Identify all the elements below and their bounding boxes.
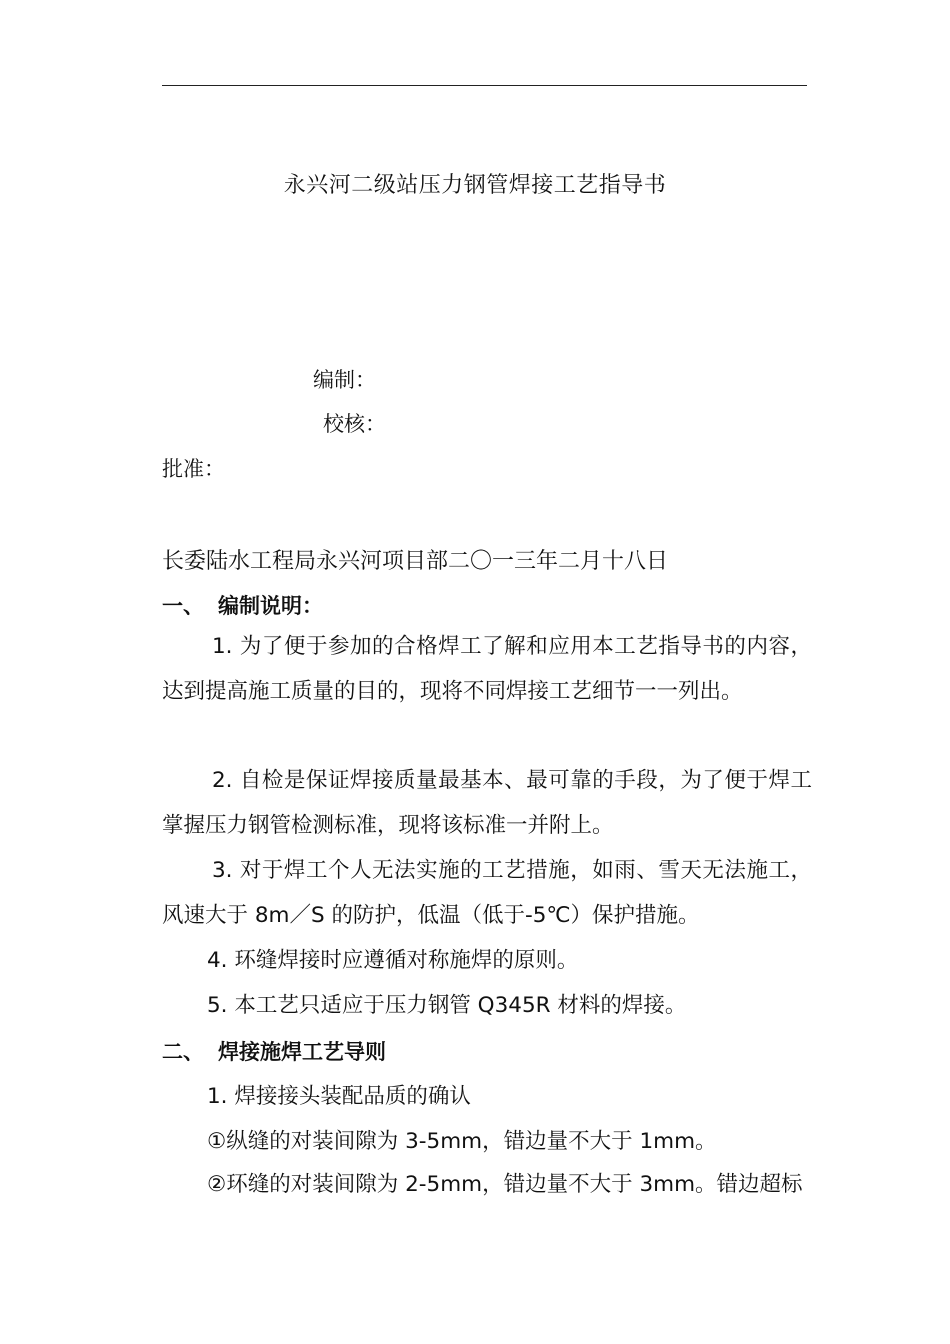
paragraph-item-5: 5. 本工艺只适应于压力钢管 Q345R 材料的焊接。 <box>207 993 687 1018</box>
sub-item-longitudinal-seam: ①纵缝的对装间隙为 3-5mm，错边量不大于 1mm。 <box>207 1129 717 1154</box>
paragraph-item-3: 3. 对于焊工个人无法实施的工艺措施，如雨、雪天无法施工，风速大于 8m／S 的防护，低温（低于-5℃）保护措施。 <box>162 858 812 928</box>
paragraph-item-4: 4. 环缝焊接时应遵循对称施焊的原则。 <box>207 948 579 973</box>
section-2-heading <box>162 1036 386 1066</box>
section-2-title: 焊接施焊工艺导则 <box>218 1040 386 1064</box>
organization-date-line: 长委陆水工程局永兴河项目部二〇一三年二月十八日 <box>162 549 669 574</box>
section-1-heading <box>162 590 323 620</box>
section-1-number: 一、 <box>162 594 204 618</box>
paragraph-item-2: 2. 自检是保证焊接质量最基本、最可靠的手段，为了便于焊工掌握压力钢管检测标准，现将该标准一并附上。 <box>162 768 812 838</box>
sub-item-1: 1. 焊接接头装配品质的确认 <box>207 1084 471 1109</box>
paragraph-item-1: 1. 为了便于参加的合格焊工了解和应用本工艺指导书的内容，达到提高施工质量的目的，现将不同焊接工艺细节一一列出。 <box>162 634 812 704</box>
sub-item-circumferential-seam: ②环缝的对装间隙为 2-5mm，错边量不大于 3mm。错边超标 <box>207 1172 803 1197</box>
approved-by-label: 批准： <box>162 457 225 481</box>
section-1-title: 编制说明： <box>218 594 323 618</box>
header-rule <box>162 85 807 86</box>
section-2-number: 二、 <box>162 1040 204 1064</box>
checked-by-label: 校核： <box>323 412 386 436</box>
document-title: 永兴河二级站压力钢管焊接工艺指导书 <box>283 173 667 198</box>
compiled-by-label: 编制： <box>313 368 376 392</box>
